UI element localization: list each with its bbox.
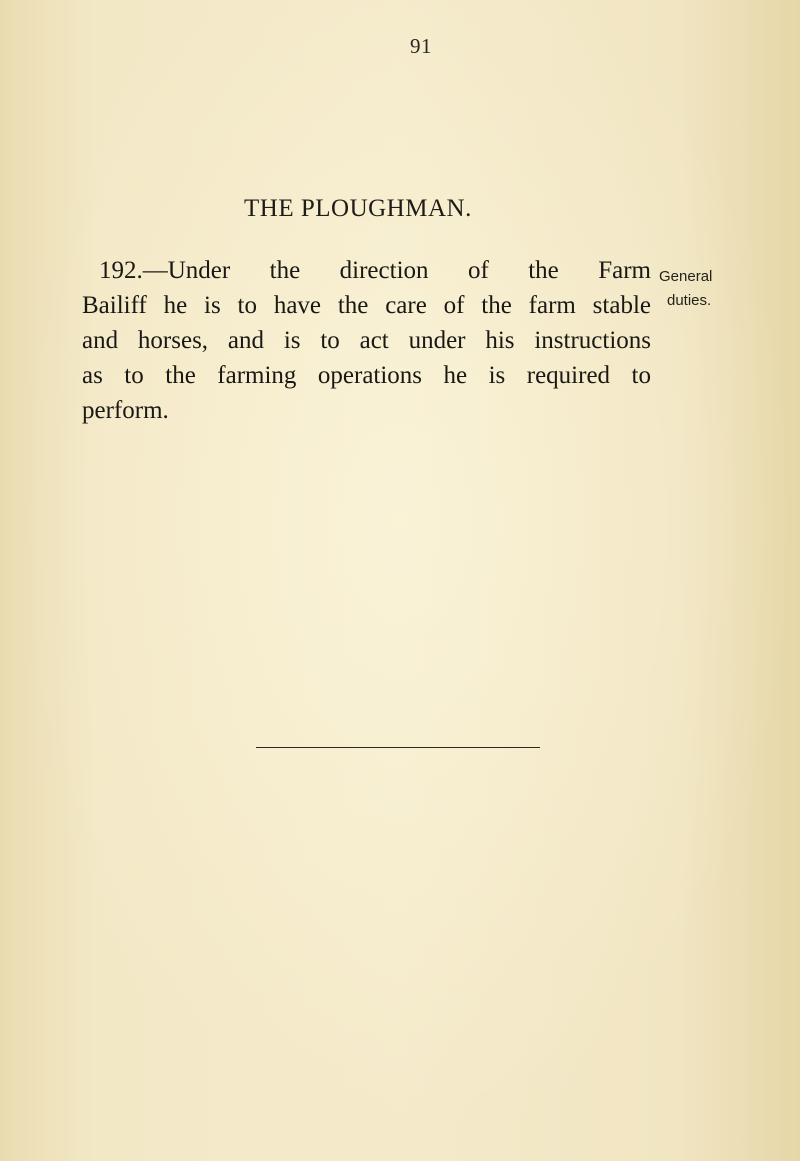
paragraph-line: as to the farming operations he is required to — [82, 362, 651, 389]
section-title: THE PLOUGHMAN. — [244, 195, 472, 222]
page-number: 91 — [410, 34, 432, 58]
paragraph-line: perform. — [82, 397, 169, 424]
paragraph-line: and horses, and is to act under his instructions — [82, 327, 651, 354]
paragraph-line: 192.—Under the direction of the Farm — [99, 257, 651, 284]
margin-note-line: duties. — [667, 292, 712, 309]
margin-note-line: General — [659, 268, 713, 285]
paragraph-line: Bailiff he is to have the care of the farm stable — [82, 292, 651, 319]
section-divider-rule — [256, 747, 540, 748]
